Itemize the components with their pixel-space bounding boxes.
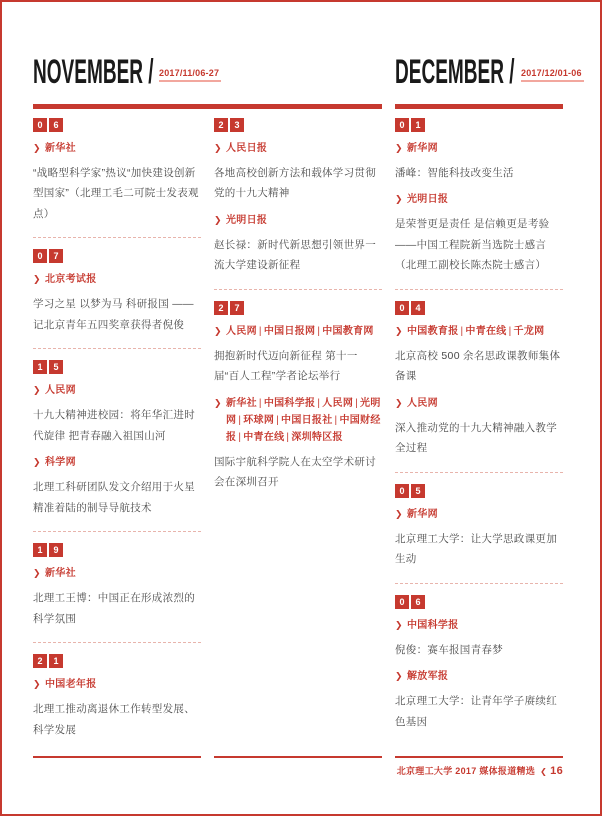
month-headers	[33, 53, 600, 91]
media-entry	[395, 472, 563, 583]
december-date-range: 2017/12/01-06	[521, 68, 584, 82]
report-title: 北京理工大学：让青年学子赓续红色基因	[395, 695, 557, 728]
chevron-right-icon: ❯	[395, 619, 403, 630]
report-title: 潘峰：智能科技改变生活	[395, 167, 514, 179]
date-digit: 1	[33, 543, 47, 557]
date-digit: 2	[214, 118, 228, 132]
page-footer	[33, 764, 563, 777]
november-title-wrap	[33, 53, 159, 91]
source-name: 北京考试报	[45, 274, 97, 286]
source-line	[395, 323, 563, 340]
date-badge	[33, 118, 201, 132]
chevron-right-icon: ❯	[33, 385, 41, 396]
date-digit: 6	[411, 595, 425, 609]
report-title: 学习之星 以梦为马 科研报国 ——记北京青年五四奖章获得者倪俊	[33, 298, 194, 331]
pipe-separator: |	[334, 414, 338, 426]
source-name: 新华社	[45, 568, 76, 580]
source-name: 中国财经报	[226, 414, 381, 443]
date-digit: 0	[33, 249, 47, 263]
source-line	[395, 668, 563, 685]
page-number: 16	[550, 765, 563, 777]
source-line	[395, 617, 563, 634]
report-title: 北京高校 500 余名思政课教师集体备课	[395, 349, 561, 383]
report-title: 赵长禄：新时代新思想引领世界一流大学建设新征程	[214, 238, 376, 272]
date-badge	[33, 360, 201, 374]
report-title: 北理工王博：中国正在形成浓烈的科学氛围	[33, 592, 195, 625]
chevron-right-icon: ❯	[395, 397, 403, 408]
source-line	[395, 506, 563, 523]
date-digit: 9	[49, 543, 63, 557]
pipe-separator: |	[258, 325, 262, 337]
date-digit: 5	[411, 484, 425, 498]
source-name: 千龙网	[513, 325, 545, 337]
media-entry	[395, 118, 563, 289]
date-digit: 1	[33, 360, 47, 374]
source-line	[214, 395, 382, 446]
source-name: 光明网	[226, 397, 381, 426]
date-digit: 0	[33, 118, 47, 132]
report-title: “战略型科学家”热议“加快建设创新型国家”（北理工毛二可院士发表观点）	[33, 167, 199, 220]
footer-label: 北京理工大学 2017 媒体报道精选	[396, 766, 536, 776]
footer-chevron-icon: ❮	[540, 767, 548, 776]
media-entry	[214, 289, 382, 506]
source-name: 中国老年报	[45, 679, 97, 691]
media-entry	[33, 642, 201, 753]
source-line	[214, 140, 382, 157]
november-title: NOVEMBER /	[33, 53, 154, 91]
date-badge	[33, 543, 201, 557]
date-badge	[395, 118, 563, 132]
media-entry	[33, 118, 201, 237]
date-badge	[395, 595, 563, 609]
media-entry	[395, 583, 563, 745]
november-column-2	[214, 118, 382, 758]
date-badge	[395, 301, 563, 315]
december-column	[395, 118, 563, 758]
chevron-right-icon: ❯	[395, 671, 403, 682]
source-name: 环球网	[243, 414, 275, 426]
pipe-separator: |	[317, 325, 321, 337]
source-name: 人民网	[322, 397, 354, 409]
chevron-right-icon: ❯	[395, 143, 403, 153]
chevron-right-icon: ❯	[214, 214, 222, 225]
chevron-right-icon: ❯	[214, 325, 222, 336]
november-column-1	[33, 118, 201, 758]
source-name: 新华网	[407, 508, 438, 520]
source-name: 人民日报	[226, 143, 268, 154]
source-line	[33, 565, 201, 582]
source-line	[395, 395, 563, 412]
pipe-separator: |	[238, 414, 242, 426]
report-title: 深入推动党的十九大精神融入教学全过程	[395, 421, 557, 455]
pipe-separator: |	[258, 397, 262, 409]
source-name: 中国教育网	[322, 325, 374, 337]
source-name: 新华网	[407, 143, 438, 154]
chevron-right-icon: ❯	[395, 508, 403, 519]
december-header	[395, 53, 582, 91]
december-title-wrap	[395, 53, 521, 91]
date-digit: 0	[395, 118, 409, 132]
chevron-right-icon: ❯	[395, 325, 403, 336]
report-title: 倪俊：赛车报国青春梦	[395, 643, 503, 656]
date-digit: 3	[230, 118, 244, 132]
date-badge	[33, 654, 201, 668]
content-columns	[33, 118, 600, 758]
source-line	[395, 191, 563, 208]
date-badge	[33, 249, 201, 263]
source-name: 解放军报	[407, 671, 449, 683]
november-rule	[33, 104, 382, 109]
chevron-right-icon: ❯	[33, 568, 41, 579]
source-name: 新华社	[226, 397, 257, 409]
report-title: 拥抱新时代迈向新征程 第十一届“百人工程”学者论坛举行	[214, 349, 358, 383]
chevron-right-icon: ❯	[214, 143, 222, 153]
source-line	[33, 676, 201, 693]
chevron-right-icon: ❯	[33, 679, 41, 690]
chevron-right-icon: ❯	[395, 194, 403, 205]
december-title: DECEMBER /	[395, 53, 515, 91]
source-line	[214, 212, 382, 229]
report-title: 是荣誉更是责任 是信赖更是考验——中国工程院新当选院士感言（北理工副校长陈杰院士感言）	[395, 218, 550, 272]
report-title: 北理工科研团队发文介绍用于火星精准着陆的制导导航技术	[33, 481, 195, 514]
source-name: 新华社	[45, 143, 76, 154]
date-digit: 7	[49, 249, 63, 263]
chevron-right-icon: ❯	[214, 397, 222, 408]
november-header	[33, 53, 382, 91]
source-name: 人民网	[226, 325, 257, 337]
chevron-right-icon: ❯	[33, 143, 41, 153]
pipe-separator: |	[286, 431, 290, 443]
source-line	[33, 454, 201, 471]
source-name: 中国教育报	[407, 325, 459, 337]
source-line	[33, 382, 201, 399]
date-digit: 6	[49, 118, 63, 132]
november-date-range: 2017/11/06-27	[159, 68, 221, 82]
report-title: 北理工推动离退休工作转型发展、科学发展	[33, 703, 195, 736]
section-rules	[33, 104, 600, 109]
date-digit: 1	[49, 654, 63, 668]
media-entry	[33, 531, 201, 642]
date-badge	[214, 301, 382, 315]
source-name: 科学网	[45, 457, 76, 469]
source-name: 中青在线	[465, 325, 507, 337]
source-name: 光明日报	[407, 194, 449, 206]
pipe-separator: |	[460, 325, 464, 337]
pipe-separator: |	[238, 431, 242, 443]
source-name: 中国科学报	[407, 619, 459, 631]
source-name: 人民网	[45, 385, 76, 397]
pipe-separator: |	[355, 397, 359, 409]
source-name: 中国日报网	[263, 325, 316, 337]
source-name: 中国日报社	[281, 414, 333, 426]
report-title: 各地高校创新方法和载体学习贯彻党的十九大精神	[214, 167, 376, 200]
date-digit: 4	[411, 301, 425, 315]
media-entry	[33, 237, 201, 348]
source-name: 光明日报	[226, 214, 268, 226]
date-digit: 1	[411, 118, 425, 132]
source-line	[33, 271, 201, 288]
date-digit: 0	[395, 301, 409, 315]
report-title: 北京理工大学：让大学思政课更加生动	[395, 532, 557, 566]
date-digit: 5	[49, 360, 63, 374]
source-name: 中国科学报	[263, 397, 316, 409]
december-rule	[395, 104, 563, 109]
source-name: 深圳特区报	[291, 431, 343, 443]
date-badge	[214, 118, 382, 132]
media-entry	[214, 118, 382, 289]
source-line	[33, 140, 201, 157]
date-digit: 0	[395, 484, 409, 498]
chevron-right-icon: ❯	[33, 274, 41, 285]
date-digit: 2	[33, 654, 47, 668]
date-digit: 2	[214, 301, 228, 315]
pipe-separator: |	[508, 325, 512, 337]
report-title: 十九大精神进校园：将年华汇进时代旋律 把青春融入祖国山河	[33, 409, 195, 442]
chevron-right-icon: ❯	[33, 457, 41, 468]
date-digit: 7	[230, 301, 244, 315]
pipe-separator: |	[276, 414, 280, 426]
pipe-separator: |	[317, 397, 321, 409]
date-badge	[395, 484, 563, 498]
media-entry	[395, 289, 563, 472]
source-line	[395, 140, 563, 157]
date-digit: 0	[395, 595, 409, 609]
source-line	[214, 323, 382, 340]
media-entry	[33, 348, 201, 531]
source-name: 中青在线	[243, 431, 285, 443]
source-name: 人民网	[407, 397, 438, 409]
report-title: 国际宇航科学院人在太空学术研讨会在深圳召开	[214, 455, 376, 489]
